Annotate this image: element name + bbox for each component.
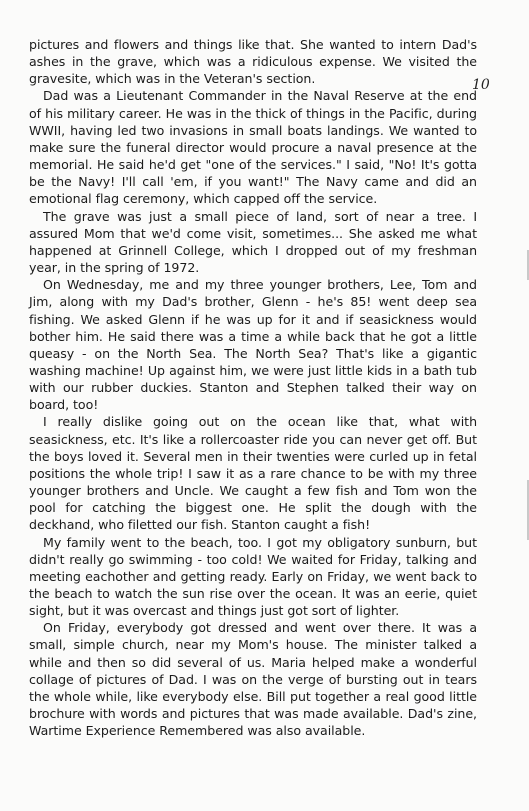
paragraph: On Wednesday, me and my three younger brothers, Lee, Tom and Jim, along with my Dad's brother, Glenn - he's 85! went deep sea fishing. We asked Glenn if he was up for it and if seasickness would bother him. He said there was a time a while back that he got a little queasy - on the North Sea. The North Sea? That's like a gigantic washing machine! Up against him, we were just little kids in a bath tub with our rubber duckies. Stanton and Stephen talked their way on board, too! [29,277,477,413]
paragraph: I really dislike going out on the ocean like that, what with seasickness, etc. It's like a rollercoaster ride you can never get off. But the boys loved it. Several men in their twenties were curled up in fetal positions the whole trip! I saw it as a rare chance to be with my three younger brothers and Uncle. We caught a few fish and Tom won the pool for catching the biggest one. He split the dough with the deckhand, who filetted our fish. Stanton caught a fish! [29,414,477,533]
body-text [29,36,477,739]
paragraph: My family went to the beach, too. I got my obligatory sunburn, but didn't really go swimming - too cold! We waited for Friday, talking and meeting eachother and getting ready. Early on Friday, we went back to the beach to watch the sun rise over the ocean. It was an eerie, quiet sight, but it was overcast and things just got sort of lighter. [29,534,477,619]
paragraph: On Friday, everybody got dressed and went over there. It was a small, simple church, near my Mom's house. The minister talked a while and then so did several of us. Maria helped make a wonderful collage of pictures of Dad. I was on the verge of bursting out in tears the whole while, like everybody else. Bill put together a real good little brochure with words and pictures that was made available. Dad's zine, Wartime Experience Remembered was also available. [29,620,477,739]
paragraph: The grave was just a small piece of land, sort of near a tree. I assured Mom that we'd come visit, sometimes... She asked me what happened at Grinnell College, which I dropped out of my freshman year, in the spring of 1972. [29,208,477,276]
page-number: 10 [472,77,490,93]
paragraph: pictures and flowers and things like that. She wanted to intern Dad's ashes in the grave, which was a ridiculous expense. We visited the gravesite, which was in the Veteran's section. [29,37,477,87]
paragraph: Dad was a Lieutenant Commander in the Naval Reserve at the end of his military career. He was in the thick of things in the Pacific, during WWII, having led two invasions in small boats landings. We wanted to make sure the funeral director would procure a naval presence at the memorial. He said he'd get "one of the services." I said, "No! It's gotta be the Navy! I'll call 'em, if you want!" The Navy came and did an emotional flag ceremony, which capped off the service. [29,88,477,207]
